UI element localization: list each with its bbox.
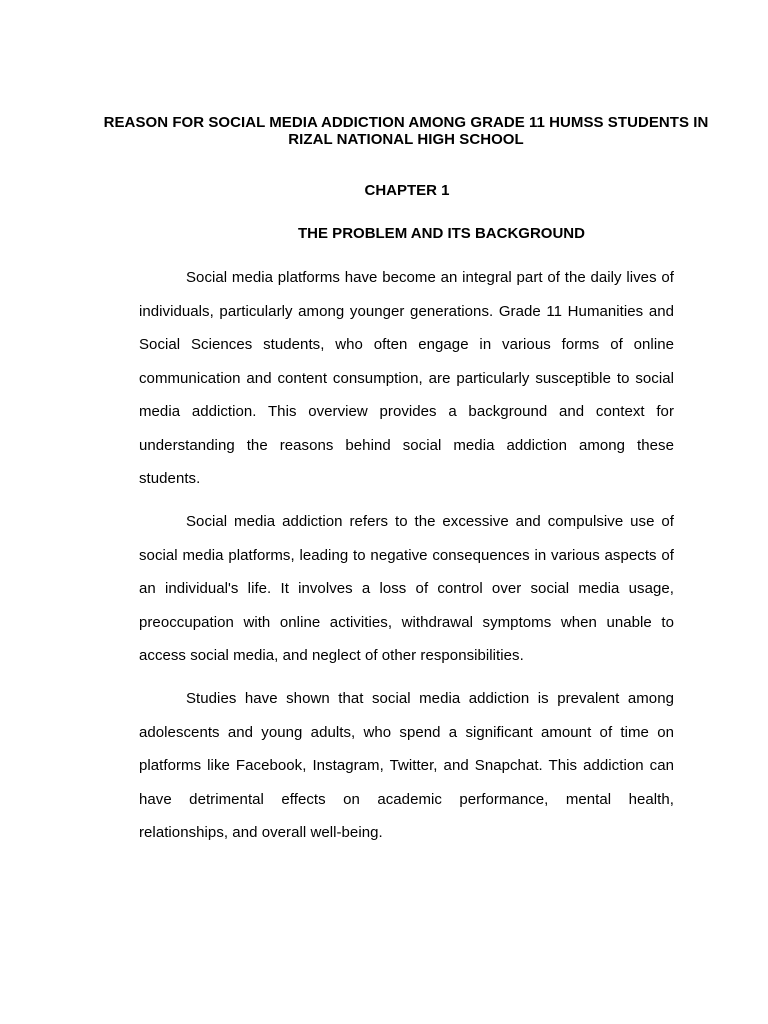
paragraph-2: Social media addiction refers to the excessive and compulsive use of social media platforms, leading to negative consequences in various aspects of an individual's life. It involves a loss of control over social media usage, preoccupation with online activities, withdrawal symptoms when unable to access social media, and neglect of other responsibilities. [139,513,674,664]
document-title: REASON FOR SOCIAL MEDIA ADDICTION AMONG GRADE 11 HUMSS STUDENTS IN RIZAL NATIONAL HIGH SCHOOL [103,114,709,148]
section-heading: THE PROBLEM AND ITS BACKGROUND [298,225,585,242]
chapter-heading: CHAPTER 1 [364,182,450,199]
paragraph-3: Studies have shown that social media addiction is prevalent among adolescents and young adults, who spend a significant amount of time on platforms like Facebook, Instagram, Twitter, and Snapchat. This addiction can have detrimental effects on academic performance, mental health, relationships, and overall well-being. [139,690,674,841]
paragraph-1: Social media platforms have become an integral part of the daily lives of individuals, particularly among younger generations. Grade 11 Humanities and Social Sciences students, who often engage in various forms of online communication and content consumption, are particularly susceptible to social media addiction. This overview provides a background and context for understanding the reasons behind social media addiction among these students. [139,269,674,487]
